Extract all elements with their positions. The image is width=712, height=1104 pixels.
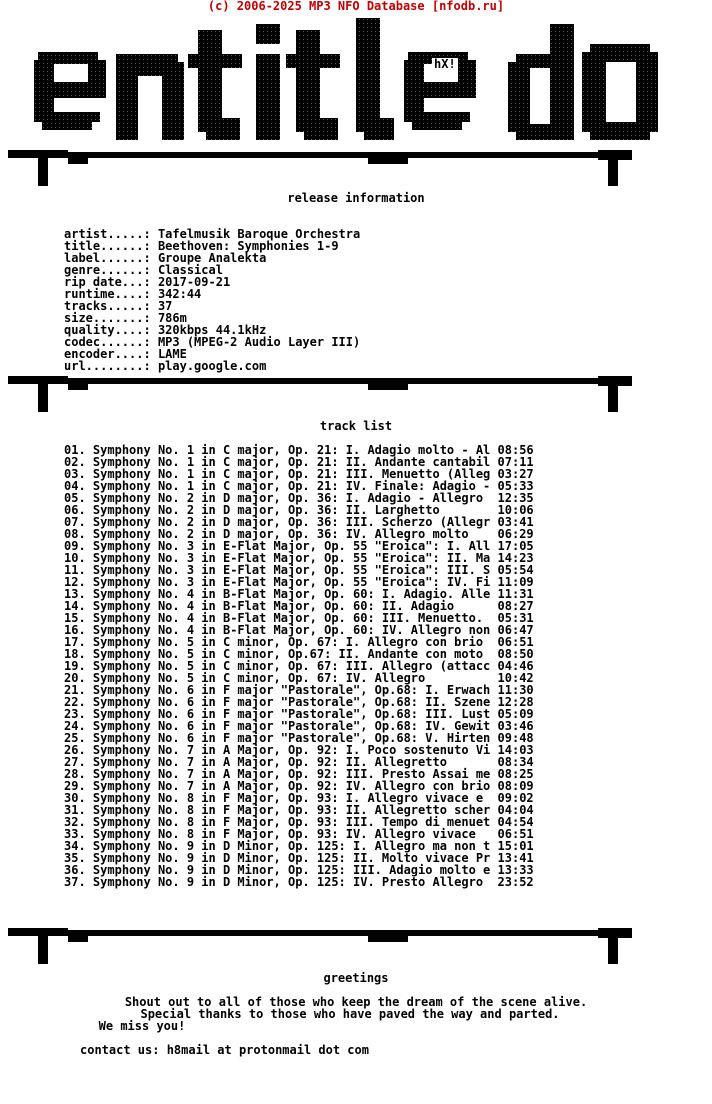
track-time: 11:09 [497, 575, 534, 589]
track-num: 13. [64, 587, 86, 601]
track-time: 15:01 [497, 839, 534, 853]
track-title: Symphony No. 9 in D Minor, Op. 125: IV. Presto Allegro [92, 875, 491, 889]
track-title: Symphony No. 6 in F major "Pastorale", Op.68: III. Lust [92, 707, 491, 721]
track-title: Symphony No. 5 in C minor, Op. 67: I. Allegro con brio [92, 635, 491, 649]
track-title: Symphony No. 4 in B-Flat Major, Op. 60: I. Adagio. Alle [92, 587, 491, 601]
info-key: artist.....: [64, 227, 151, 241]
track-title: Symphony No. 1 in C major, Op. 21: I. Adagio molto - Al [92, 443, 491, 457]
info-key: url........: [64, 359, 151, 373]
track-time: 06:29 [497, 527, 534, 541]
info-value: 786m [157, 311, 187, 325]
track-num: 23. [64, 707, 86, 721]
track-time: 05:33 [497, 479, 534, 493]
release-info-block [64, 228, 360, 372]
track-title: Symphony No. 2 in D major, Op. 36: II. Larghetto [92, 503, 491, 517]
track-num: 10. [64, 551, 86, 565]
info-value: MP3 (MPEG-2 Audio Layer III) [157, 335, 361, 349]
section-divider [8, 376, 632, 412]
track-num: 08. [64, 527, 86, 541]
track-num: 12. [64, 575, 86, 589]
track-num: 06. [64, 503, 86, 517]
track-num: 04. [64, 479, 86, 493]
release-heading: release information [287, 191, 425, 205]
track-time: 12:35 [497, 491, 534, 505]
track-num: 34. [64, 839, 86, 853]
track-title: Symphony No. 7 in A Major, Op. 92: III. Presto Assai me [92, 767, 491, 781]
track-time: 23:52 [497, 875, 534, 889]
track-num: 28. [64, 767, 86, 781]
track-time: 05:09 [497, 707, 534, 721]
info-key: size.......: [64, 311, 151, 325]
info-value: 342:44 [157, 287, 202, 301]
track-num: 29. [64, 779, 86, 793]
group-tag: hX! [434, 57, 456, 71]
track-title: Symphony No. 8 in F Major, Op. 93: III. Tempo di menuet [92, 815, 491, 829]
track-time: 05:31 [497, 611, 534, 625]
section-divider [8, 928, 632, 964]
track-title: Symphony No. 9 in D Minor, Op. 125: III. Adagio molto e [92, 863, 491, 877]
info-value: 2017-09-21 [157, 275, 231, 289]
info-key: encoder....: [64, 347, 151, 361]
track-title: Symphony No. 5 in C minor, Op.67: II. Andante con moto [92, 647, 491, 661]
info-key: quality....: [64, 323, 151, 337]
track-title: Symphony No. 2 in D major, Op. 36: I. Adagio - Allegro [92, 491, 491, 505]
track-title: Symphony No. 4 in B-Flat Major, Op. 60: II. Adagio [92, 599, 491, 613]
track-num: 03. [64, 467, 86, 481]
info-value: Groupe Analekta [157, 251, 267, 265]
info-key: tracks.....: [64, 299, 151, 313]
track-time: 09:48 [497, 731, 534, 745]
track-time: 07:11 [497, 455, 534, 469]
track-time: 08:34 [497, 755, 534, 769]
track-num: 16. [64, 623, 86, 637]
track-title: Symphony No. 3 in E-Flat Major, Op. 55 "Eroica": I. All [92, 539, 491, 553]
track-num: 37. [64, 875, 86, 889]
track-title: Symphony No. 3 in E-Flat Major, Op. 55 "Eroica": IV. Fi [92, 575, 491, 589]
release-info-row [64, 360, 360, 372]
track-num: 22. [64, 695, 86, 709]
track-time: 03:46 [497, 719, 534, 733]
track-time: 11:30 [497, 683, 534, 697]
info-key: codec......: [64, 335, 151, 349]
track-time: 08:25 [497, 767, 534, 781]
track-time: 08:27 [497, 599, 534, 613]
info-key: rip date...: [64, 275, 151, 289]
info-value: 37 [157, 299, 173, 313]
track-time: 12:28 [497, 695, 534, 709]
track-num: 35. [64, 851, 86, 865]
track-title: Symphony No. 1 in C major, Op. 21: III. Menuetto (Alleg [92, 467, 491, 481]
track-num: 26. [64, 743, 86, 757]
info-value: 320kbps 44.1kHz [157, 323, 267, 337]
track-num: 21. [64, 683, 86, 697]
track-title: Symphony No. 8 in F Major, Op. 93: I. Allegro vivace e [92, 791, 491, 805]
greetings-heading: greetings [323, 971, 389, 985]
track-time: 06:51 [497, 635, 534, 649]
track-time: 04:04 [497, 803, 534, 817]
track-title: Symphony No. 8 in F Major, Op. 93: IV. Allegro vivace [92, 827, 491, 841]
track-title: Symphony No. 4 in B-Flat Major, Op. 60: IV. Allegro non [92, 623, 491, 637]
track-title: Symphony No. 6 in F major "Pastorale", Op.68: I. Erwach [92, 683, 491, 697]
track-num: 36. [64, 863, 86, 877]
track-title: Symphony No. 9 in D Minor, Op. 125: I. Allegro ma non t [92, 839, 491, 853]
track-title: Symphony No. 6 in F major "Pastorale", Op.68: IV. Gewit [92, 719, 491, 733]
track-num: 14. [64, 599, 86, 613]
track-num: 15. [64, 611, 86, 625]
info-value: play.google.com [157, 359, 267, 373]
track-num: 17. [64, 635, 86, 649]
info-key: title......: [64, 239, 151, 253]
track-time: 06:51 [497, 827, 534, 841]
track-title: Symphony No. 2 in D major, Op. 36: III. Scherzo (Allegr [92, 515, 491, 529]
track-num: 30. [64, 791, 86, 805]
track-time: 08:50 [497, 647, 534, 661]
track-time: 08:56 [497, 443, 534, 457]
info-key: runtime....: [64, 287, 151, 301]
nfodb-credit: (c) 2006-2025 MP3 NFO Database [nfodb.ru] [207, 0, 505, 13]
greeting-line: We miss you! [98, 1019, 186, 1033]
track-time: 14:23 [497, 551, 534, 565]
track-num: 11. [64, 563, 86, 577]
track-time: 14:03 [497, 743, 534, 757]
info-key: label......: [64, 251, 151, 265]
section-divider [8, 150, 632, 186]
track-num: 31. [64, 803, 86, 817]
tracklist-block [64, 444, 534, 888]
track-num: 07. [64, 515, 86, 529]
tracklist-heading: track list [319, 419, 393, 433]
track-num: 18. [64, 647, 86, 661]
track-num: 32. [64, 815, 86, 829]
info-value: Tafelmusik Baroque Orchestra [157, 227, 361, 241]
track-time: 08:09 [497, 779, 534, 793]
track-time: 06:47 [497, 623, 534, 637]
track-num: 05. [64, 491, 86, 505]
track-row [64, 876, 534, 888]
track-title: Symphony No. 3 in E-Flat Major, Op. 55 "Eroica": III. S [92, 563, 491, 577]
info-value: Beethoven: Symphonies 1-9 [157, 239, 339, 253]
track-time: 13:41 [497, 851, 534, 865]
track-title: Symphony No. 6 in F major "Pastorale", Op.68: II. Szene [92, 695, 491, 709]
track-num: 19. [64, 659, 86, 673]
track-title: Symphony No. 8 in F Major, Op. 93: II. Allegretto scher [92, 803, 491, 817]
track-num: 27. [64, 755, 86, 769]
greeting-line: Shout out to all of those who keep the dream of the scene alive. [124, 995, 588, 1009]
track-num: 02. [64, 455, 86, 469]
track-time: 04:46 [497, 659, 534, 673]
track-title: Symphony No. 7 in A Major, Op. 92: I. Poco sostenuto Vi [92, 743, 491, 757]
track-num: 25. [64, 731, 86, 745]
track-num: 01. [64, 443, 86, 457]
track-title: Symphony No. 7 in A Major, Op. 92: II. Allegretto [92, 755, 491, 769]
track-time: 13:33 [497, 863, 534, 877]
info-key: genre......: [64, 263, 151, 277]
track-title: Symphony No. 5 in C minor, Op. 67: III. Allegro (attacc [92, 659, 491, 673]
track-title: Symphony No. 7 in A Major, Op. 92: IV. Allegro con brio [92, 779, 491, 793]
track-time: 09:02 [497, 791, 534, 805]
track-num: 24. [64, 719, 86, 733]
track-time: 17:05 [497, 539, 534, 553]
contact-line: contact us: h8mail at protonmail dot com [80, 1043, 369, 1057]
track-title: Symphony No. 2 in D major, Op. 36: IV. Allegro molto [92, 527, 491, 541]
track-num: 09. [64, 539, 86, 553]
track-time: 05:54 [497, 563, 534, 577]
track-title: Symphony No. 6 in F major "Pastorale", Op.68: V. Hirten [92, 731, 491, 745]
track-title: Symphony No. 3 in E-Flat Major, Op. 55 "Eroica": II. Ma [92, 551, 491, 565]
greeting-line: Special thanks to those who have paved the way and parted. [140, 1007, 560, 1021]
track-time: 03:41 [497, 515, 534, 529]
entitled-logo [30, 18, 680, 146]
track-time: 11:31 [497, 587, 534, 601]
track-num: 33. [64, 827, 86, 841]
track-time: 04:54 [497, 815, 534, 829]
info-value: Classical [157, 263, 223, 277]
track-title: Symphony No. 4 in B-Flat Major, Op. 60: III. Menuetto. [92, 611, 491, 625]
track-num: 20. [64, 671, 86, 685]
info-value: LAME [157, 347, 187, 361]
track-title: Symphony No. 9 in D Minor, Op. 125: II. Molto vivace Pr [92, 851, 491, 865]
track-time: 10:06 [497, 503, 534, 517]
track-title: Symphony No. 1 in C major, Op. 21: IV. Finale: Adagio - [92, 479, 491, 493]
track-time: 03:27 [497, 467, 534, 481]
track-title: Symphony No. 5 in C minor, Op. 67: IV. Allegro [92, 671, 491, 685]
track-time: 10:42 [497, 671, 534, 685]
track-title: Symphony No. 1 in C major, Op. 21: II. Andante cantabil [92, 455, 491, 469]
